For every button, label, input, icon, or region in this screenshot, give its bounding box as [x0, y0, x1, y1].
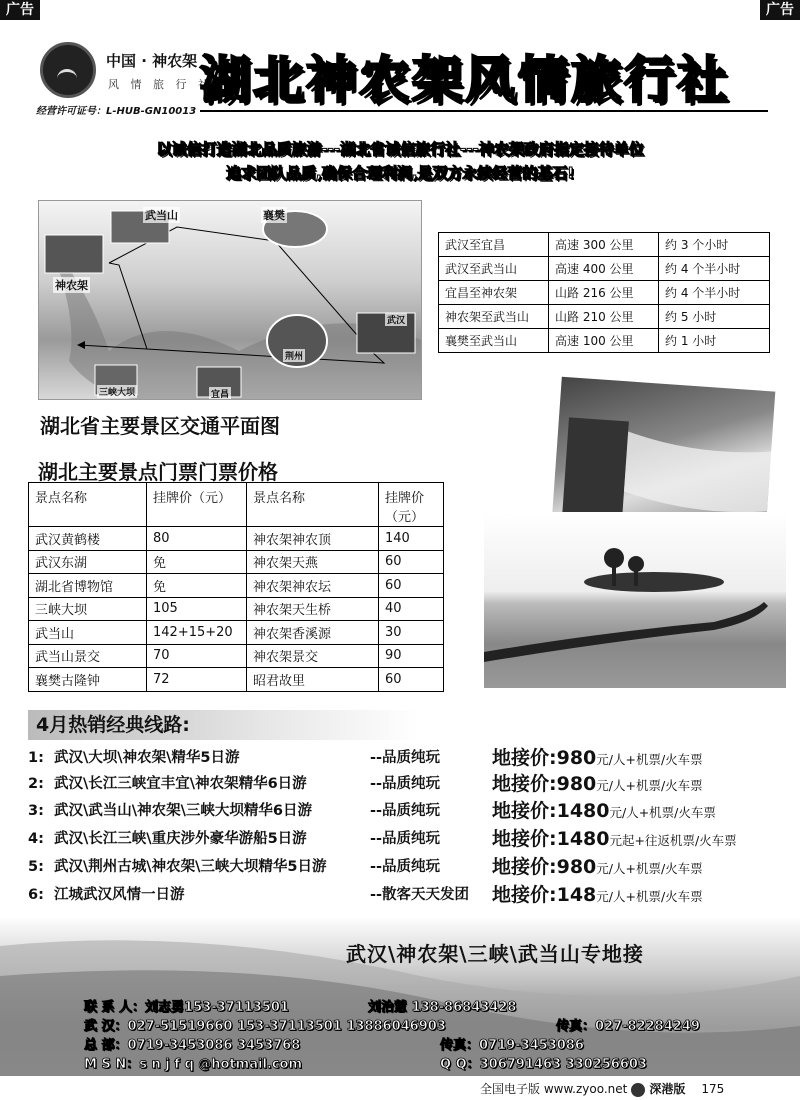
- page-footer: [480, 1080, 724, 1097]
- price-value: 148: [556, 884, 597, 906]
- map-label-yichang: 宜昌: [209, 387, 231, 400]
- table-cell: 武汉东湖: [29, 550, 147, 574]
- table-cell: 神农架神农顶: [247, 527, 379, 551]
- route-tag: --散客天天发团: [370, 887, 470, 903]
- table-row: [29, 621, 444, 645]
- route-item: [28, 799, 800, 823]
- contact-person-2: 刘治慧 138-86843428: [368, 1000, 517, 1015]
- column-header: 挂牌价（元）: [147, 483, 247, 527]
- column-header: 景点名称: [247, 483, 379, 527]
- route-number: 5:: [28, 859, 44, 875]
- traffic-map: [38, 200, 422, 400]
- table-cell: 神农架天燕: [247, 550, 379, 574]
- route-cell: 襄樊至武当山: [439, 329, 549, 353]
- table-cell: 105: [147, 597, 247, 621]
- table-cell: 40: [379, 597, 444, 621]
- hq-fax: 传真：0719-3453086: [440, 1038, 584, 1053]
- table-row: [439, 329, 770, 353]
- price-label: 地接价:: [492, 884, 557, 906]
- table-row: [29, 550, 444, 574]
- price-note: 元/人+机票/火车票: [596, 752, 703, 767]
- route-number: 3:: [28, 803, 44, 819]
- route-cell: 神农架至武当山: [439, 305, 549, 329]
- route-name: 武汉\长江三峡\重庆涉外豪华游船5日游: [54, 831, 307, 847]
- specialty-line: 武汉\神农架\三峡\武当山专地接: [346, 942, 644, 966]
- route-item: [28, 772, 800, 796]
- table-row: [439, 305, 770, 329]
- footer-edition: 深港版: [649, 1082, 686, 1096]
- map-label-shennongjia: 神农架: [55, 279, 88, 292]
- distance-cell: 高速 400 公里: [549, 257, 659, 281]
- table-row: [439, 233, 770, 257]
- duration-cell: 约 3 个小时: [659, 233, 770, 257]
- route-price: [492, 883, 703, 909]
- logo-subtitle: 风 情 旅 行 社: [108, 78, 213, 91]
- duration-cell: 约 5 小时: [659, 305, 770, 329]
- price-label: 地接价:: [492, 856, 557, 878]
- duration-cell: 约 1 小时: [659, 329, 770, 353]
- table-cell: 70: [147, 644, 247, 668]
- table-cell: 武当山景交: [29, 644, 147, 668]
- map-label-xiangyang: 襄樊: [263, 209, 285, 222]
- route-name: 武汉\武当山\神农架\三峡大坝精华6日游: [54, 803, 312, 819]
- table-row: [29, 527, 444, 551]
- table-row: [439, 281, 770, 305]
- hq-phone: 总 部：0719-3453086 3453768: [84, 1038, 301, 1053]
- slogan-line-1: 以诚信打造湖北品质旅游---湖北省诚信旅行社---神农架政府指定接待单位: [156, 140, 644, 158]
- map-label-wuhan: 武汉: [385, 313, 407, 326]
- route-item: [28, 746, 800, 770]
- table-cell: 60: [379, 574, 444, 598]
- agency-logo-icon: [40, 42, 96, 98]
- contact-person: 联 系 人：刘志勇153-37113501: [84, 1000, 289, 1015]
- route-number: 6:: [28, 887, 44, 903]
- route-number: 1:: [28, 750, 44, 766]
- map-label-jingzhou: 荆州: [283, 349, 305, 362]
- route-price: [492, 827, 737, 853]
- route-number: 2:: [28, 776, 44, 792]
- ticket-heading: 湖北主要景点门票门票价格: [38, 460, 278, 484]
- table-cell: 襄樊古隆钟: [29, 668, 147, 692]
- ad-tag-left: 广告: [0, 0, 40, 20]
- table-row: [29, 597, 444, 621]
- price-note: 元/人+机票/火车票: [596, 861, 703, 876]
- table-cell: 免: [147, 574, 247, 598]
- distance-table: [438, 232, 770, 353]
- route-name: 江城武汉风情一日游: [54, 887, 185, 903]
- route-lines: [39, 201, 422, 400]
- table-row: [29, 644, 444, 668]
- route-number: 4:: [28, 831, 44, 847]
- route-tag: --品质纯玩: [370, 831, 441, 847]
- wuhan-fax: 传真：027-82284249: [556, 1019, 700, 1034]
- edition-badge-icon: [631, 1083, 645, 1097]
- page-number: 175: [701, 1082, 725, 1096]
- route-price: [492, 772, 703, 798]
- table-cell: 武当山: [29, 621, 147, 645]
- msn-contact: M S N：s n j f q @hotmail.com: [84, 1057, 303, 1072]
- duration-cell: 约 4 个半小时: [659, 257, 770, 281]
- price-value: 1480: [556, 828, 610, 850]
- route-price: [492, 746, 703, 772]
- table-header-row: [29, 483, 444, 527]
- distance-cell: 山路 210 公里: [549, 305, 659, 329]
- route-name: 武汉\大坝\神农架\精华5日游: [54, 750, 240, 766]
- distance-cell: 高速 300 公里: [549, 233, 659, 257]
- table-cell: 武汉黄鹤楼: [29, 527, 147, 551]
- route-price: [492, 855, 703, 881]
- price-value: 980: [556, 747, 597, 769]
- price-note: 元/人+机票/火车票: [596, 889, 703, 904]
- table-cell: 昭君故里: [247, 668, 379, 692]
- table-cell: 60: [379, 550, 444, 574]
- table-cell: 30: [379, 621, 444, 645]
- route-cell: 武汉至宜昌: [439, 233, 549, 257]
- route-cell: 武汉至武当山: [439, 257, 549, 281]
- price-label: 地接价:: [492, 828, 557, 850]
- table-row: [439, 257, 770, 281]
- price-label: 地接价:: [492, 800, 557, 822]
- table-cell: 三峡大坝: [29, 597, 147, 621]
- price-label: 地接价:: [492, 747, 557, 769]
- price-value: 980: [556, 773, 597, 795]
- table-cell: 神农架景交: [247, 644, 379, 668]
- distance-cell: 山路 216 公里: [549, 281, 659, 305]
- routes-heading: 4月热销经典线路:: [28, 710, 418, 740]
- route-name: 武汉\长江三峡宜丰宜\神农架精华6日游: [54, 776, 307, 792]
- route-tag: --品质纯玩: [370, 750, 441, 766]
- route-tag: --品质纯玩: [370, 776, 441, 792]
- title-underline: [200, 110, 768, 112]
- qq-contact: Q Q：306791463 330256603: [440, 1057, 647, 1072]
- price-note: 元/人+机票/火车票: [596, 778, 703, 793]
- table-cell: 免: [147, 550, 247, 574]
- logo-name: 中国 · 神农架: [106, 52, 198, 70]
- slogan-line-2: 追求团队品质,确保合理利润,是双方永续经营的基石!: [225, 164, 575, 182]
- price-label: 地接价:: [492, 773, 557, 795]
- table-cell: 90: [379, 644, 444, 668]
- route-price: [492, 799, 716, 825]
- route-cell: 宜昌至神农架: [439, 281, 549, 305]
- table-row: [29, 574, 444, 598]
- price-note: 元/人+机票/火车票: [609, 805, 716, 820]
- ticket-price-table: [28, 482, 444, 692]
- column-header: 景点名称: [29, 483, 147, 527]
- map-caption: 湖北省主要景区交通平面图: [40, 414, 280, 438]
- table-cell: 神农架香溪源: [247, 621, 379, 645]
- price-value: 1480: [556, 800, 610, 822]
- ad-tag-right: 广告: [760, 0, 800, 20]
- route-item: [28, 855, 800, 879]
- table-cell: 140: [379, 527, 444, 551]
- route-item: [28, 827, 800, 851]
- license-number: 经营许可证号：L-HUB-GN10013: [36, 106, 197, 117]
- column-header: 挂牌价（元）: [379, 483, 444, 527]
- route-tag: --品质纯玩: [370, 859, 441, 875]
- table-cell: 80: [147, 527, 247, 551]
- map-label-sanxia: 三峡大坝: [97, 385, 137, 398]
- footer-site: 全国电子版 www.zyoo.net: [480, 1082, 628, 1096]
- wuhan-phone: 武 汉：027-51519660 153-37113501 13886046903: [84, 1019, 446, 1034]
- table-cell: 湖北省博物馆: [29, 574, 147, 598]
- route-item: [28, 883, 800, 907]
- map-label-wudang: 武当山: [145, 209, 178, 222]
- table-cell: 60: [379, 668, 444, 692]
- table-cell: 142+15+20: [147, 621, 247, 645]
- agency-title: 湖北神农架风情旅行社: [200, 51, 730, 109]
- table-cell: 神农架天生桥: [247, 597, 379, 621]
- duration-cell: 约 4 个半小时: [659, 281, 770, 305]
- table-row: [29, 668, 444, 692]
- price-value: 980: [556, 856, 597, 878]
- price-note: 元起+往返机票/火车票: [609, 833, 737, 848]
- distance-cell: 高速 100 公里: [549, 329, 659, 353]
- route-tag: --品质纯玩: [370, 803, 441, 819]
- table-cell: 72: [147, 668, 247, 692]
- route-name: 武汉\荆州古城\神农架\三峡大坝精华5日游: [54, 859, 327, 875]
- lake-photo: [484, 512, 786, 688]
- table-cell: 神农架神农坛: [247, 574, 379, 598]
